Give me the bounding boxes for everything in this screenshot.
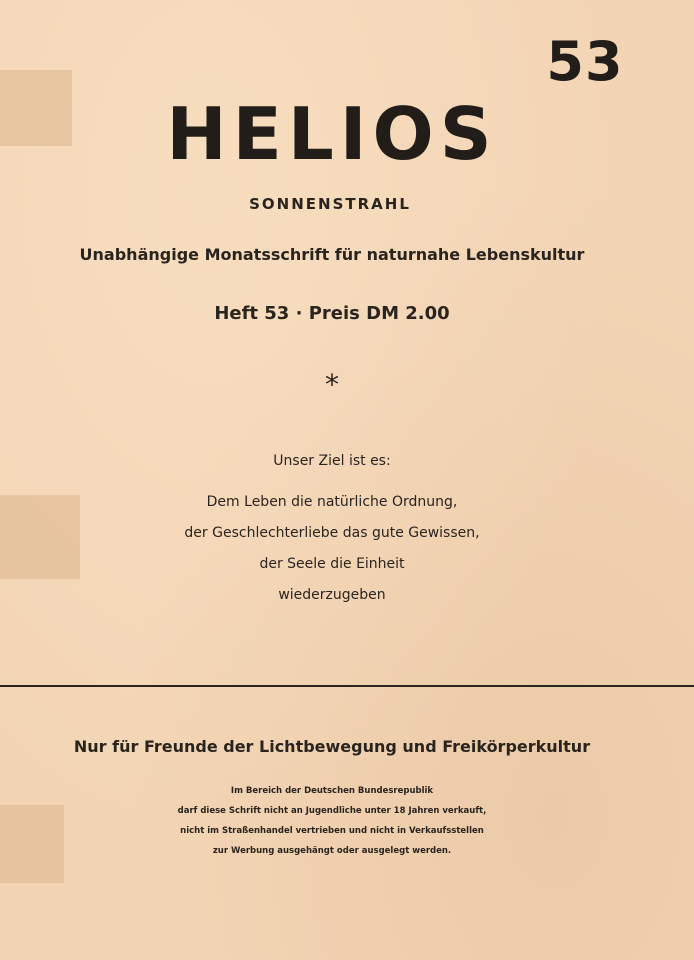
- aim-line: der Seele die Einheit: [259, 556, 405, 572]
- legal-notice: [0, 781, 664, 861]
- aim-statement: [0, 487, 664, 611]
- notice-line: darf diese Schrift nicht an Jugendliche unter 18 Jahren verkauft,: [177, 806, 487, 816]
- audience-statement: Nur für Freunde der Lichtbewegung und Freikörperkultur: [73, 737, 591, 756]
- issue-price-line: Heft 53 · Preis DM 2.00: [214, 303, 450, 324]
- issue-number: 53: [546, 30, 624, 93]
- magazine-subtitle: SONNENSTRAHL: [249, 195, 411, 213]
- magazine-title: HELIOS: [166, 92, 498, 176]
- notice-line: nicht im Straßenhandel vertrieben und nicht in Verkaufsstellen: [180, 826, 484, 836]
- asterisk-ornament: *: [325, 368, 339, 401]
- notice-line: Im Bereich der Deutschen Bundesrepublik: [230, 786, 434, 796]
- tagline: Unabhängige Monatsschrift für naturnahe Lebenskultur: [79, 245, 585, 264]
- divider-rule: [0, 685, 694, 687]
- aim-line: wiederzugeben: [278, 587, 386, 603]
- aim-line: der Geschlechterliebe das gute Gewissen,: [184, 525, 480, 541]
- aim-intro: Unser Ziel ist es:: [273, 453, 391, 469]
- aim-line: Dem Leben die natürliche Ordnung,: [206, 494, 458, 510]
- notice-line: zur Werbung ausgehängt oder ausgelegt werden.: [212, 846, 452, 856]
